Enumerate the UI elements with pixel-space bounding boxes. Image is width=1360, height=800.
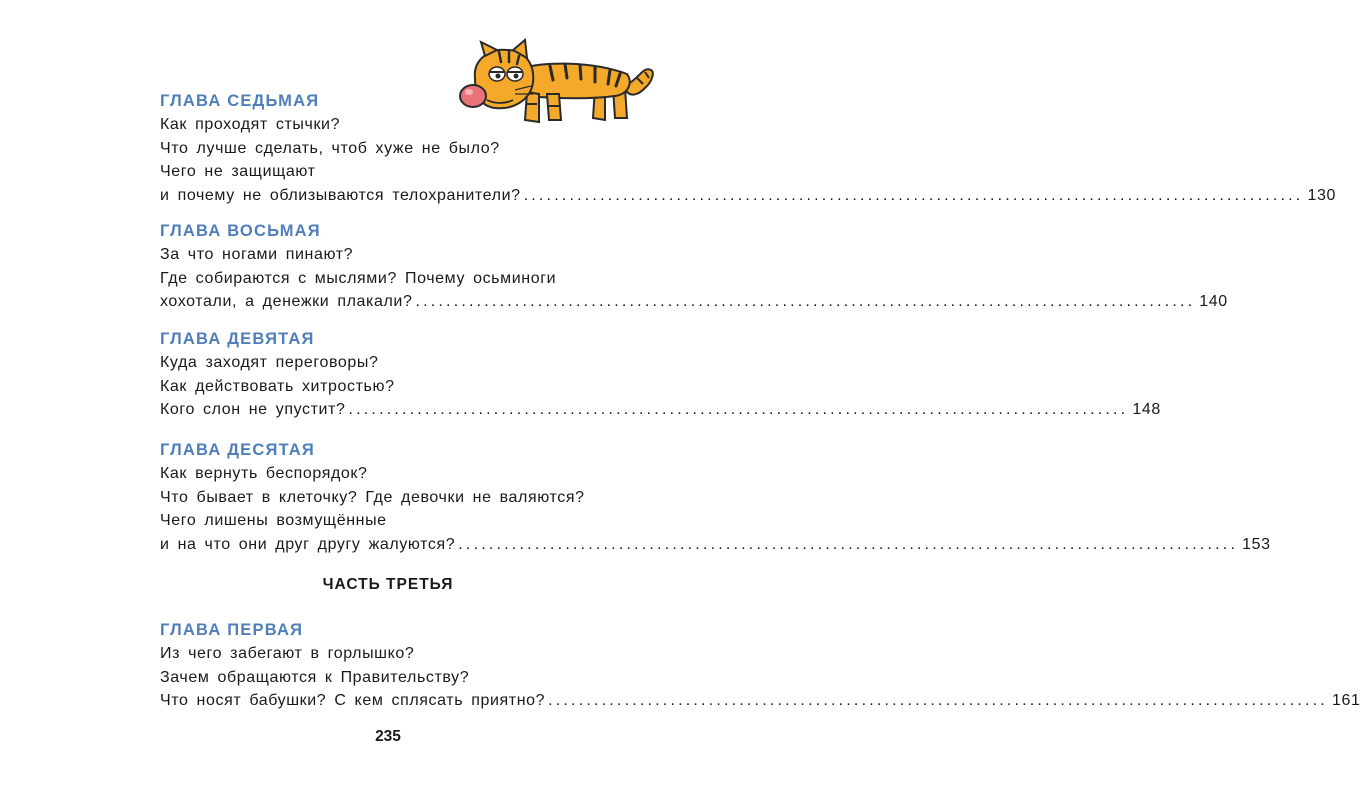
chapter-title: ГЛАВА ДЕСЯТАЯ [160,441,315,459]
toc-chapter-tenth [160,438,1271,556]
page-number: 161 [1331,692,1360,709]
toc-line: Где собираются с мыслями? Почему осьминоги [160,269,557,287]
toc-entry [160,290,1228,314]
chapter-title: ГЛАВА ДЕВЯТАЯ [160,330,315,348]
toc-entry [160,398,1161,422]
folio-page-number: 235 [375,728,401,745]
toc-line: Чего лишены возмущённые [160,512,387,529]
part-title: ЧАСТЬ ТРЕТЬЯ [322,576,454,593]
dot-leader: ...................................................................................................... [523,186,1304,204]
dot-leader: ...................................................................................................... [348,401,1129,418]
toc-chapter-ninth [160,327,1161,422]
dot-leader: ...................................................................................................... [458,535,1239,553]
toc-line: Как проходят стычки? [160,116,341,133]
chapter-title: ГЛАВА ВОСЬМАЯ [160,222,321,240]
chapter-title: ГЛАВА ПЕРВАЯ [160,621,304,639]
toc-line: и на что они друг другу жалуются? [160,535,456,553]
page-number: 148 [1132,401,1161,418]
chapter-title: ГЛАВА СЕДЬМАЯ [160,92,320,110]
toc-line: Кого слон не упустит? [160,401,346,418]
toc-line: Как действовать хитростью? [160,377,395,395]
dot-leader: ...................................................................................................... [415,293,1196,310]
toc-line: Что лучше сделать, чтоб хуже не было? [160,139,500,157]
toc-entry [160,184,1336,208]
page-number: 140 [1199,293,1228,310]
toc-line: Что носят бабушки? С кем сплясать приятно? [160,692,546,709]
toc-entry [160,533,1271,557]
page-number: 130 [1307,186,1336,204]
page-number: 153 [1242,535,1271,553]
toc-line: Из чего забегают в горлышко? [160,645,415,662]
toc-line: Куда заходят переговоры? [160,354,379,371]
toc-chapter-eighth [160,219,1228,314]
toc-line: Чего не защищают [160,163,316,180]
toc-line: Что бывает в клеточку? Где девочки не валяются? [160,488,585,506]
toc-line: За что ногами пинают? [160,246,354,263]
toc-line: и почему не облизываются телохранители? [160,186,521,204]
toc-line: Как вернуть беспорядок? [160,465,368,482]
toc-entry [160,689,1360,713]
dot-leader: ...................................................................................................... [548,692,1328,709]
toc-chapter-first [160,618,1360,713]
toc-chapter-seventh [160,89,1336,207]
toc-line: Зачем обращаются к Правительству? [160,668,470,686]
toc-line: хохотали, а денежки плакали? [160,293,413,310]
